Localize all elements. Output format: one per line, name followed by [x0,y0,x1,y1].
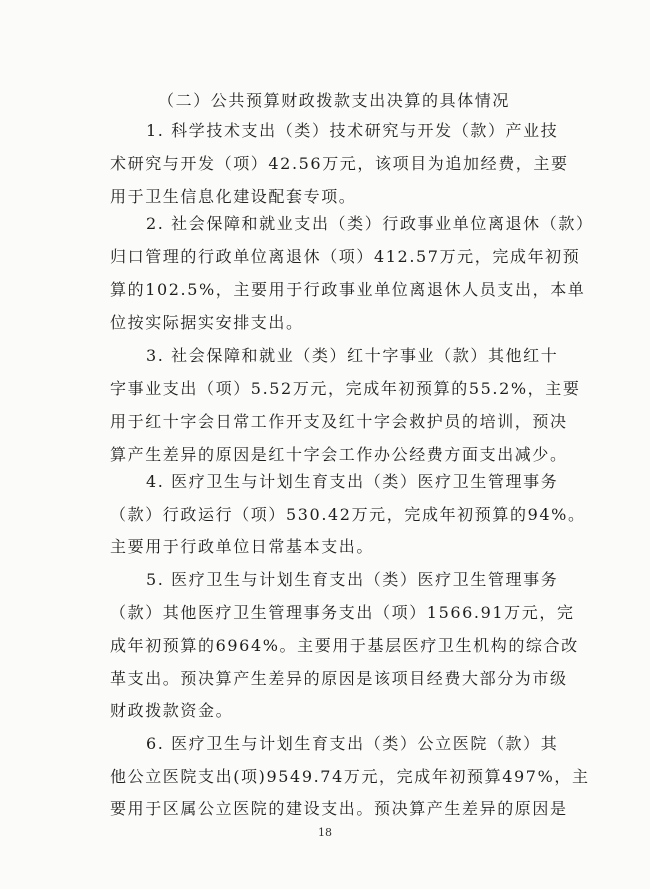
page-number: 18 [318,826,332,839]
item-1-line-2: 术研究与开发（项）42.56万元，该项目为追加经费，主要 [110,154,569,173]
item-3-line-4: 算产生差异的原因是红十字会工作办公经费方面支出减少。 [110,445,568,464]
item-3-line-3: 用于红十字会日常工作开支及红十字会救护员的培训，预决 [110,412,568,431]
item-1-line-3: 用于卫生信息化建设配套专项。 [110,187,357,206]
item-2-line-4: 位按实际据实安排支出。 [110,313,304,332]
item-1-line-1: 1. 科学技术支出（类）技术研究与开发（款）产业技 [146,121,559,140]
item-3-line-1: 3. 社会保障和就业（类）红十字事业（款）其他红十 [146,346,559,365]
item-5-line-4: 革支出。预决算产生差异的原因是该项目经费大部分为市级 [110,669,568,688]
item-4-line-1: 4. 医疗卫生与计划生育支出（类）医疗卫生管理事务 [146,472,559,491]
item-5-line-1: 5. 医疗卫生与计划生育支出（类）医疗卫生管理事务 [146,570,559,589]
item-2-line-3: 算的102.5%，主要用于行政事业单位离退休人员支出，本单 [110,280,586,299]
item-2-line-2: 归口管理的行政单位离退休（项）412.57万元，完成年初预 [110,247,581,266]
item-6-line-2: 他公立医院支出(项)9549.74万元，完成年初预算497%，主 [110,767,590,786]
item-5-line-2: （款）其他医疗卫生管理事务支出（项）1566.91万元，完 [110,603,575,622]
item-3-line-2: 字事业支出（项）5.52万元，完成年初预算的55.2%，主要 [110,379,581,398]
item-2-line-1: 2. 社会保障和就业支出（类）行政事业单位离退休（款） [146,214,594,233]
item-6-line-1: 6. 医疗卫生与计划生育支出（类）公立医院（款）其 [146,734,559,753]
item-5-line-5: 财政拨款资金。 [110,701,234,720]
item-4-line-2: （款）行政运行（项）530.42万元，完成年初预算的94%。 [110,505,586,524]
item-6-line-3: 要用于区属公立医院的建设支出。预决算产生差异的原因是 [110,799,568,818]
item-5-line-3: 成年初预算的6964%。主要用于基层医疗卫生机构的综合改 [110,636,579,655]
section-heading: （二）公共预算财政拨款支出决算的具体情况 [158,91,511,110]
item-4-line-3: 主要用于行政单位日常基本支出。 [110,537,375,556]
